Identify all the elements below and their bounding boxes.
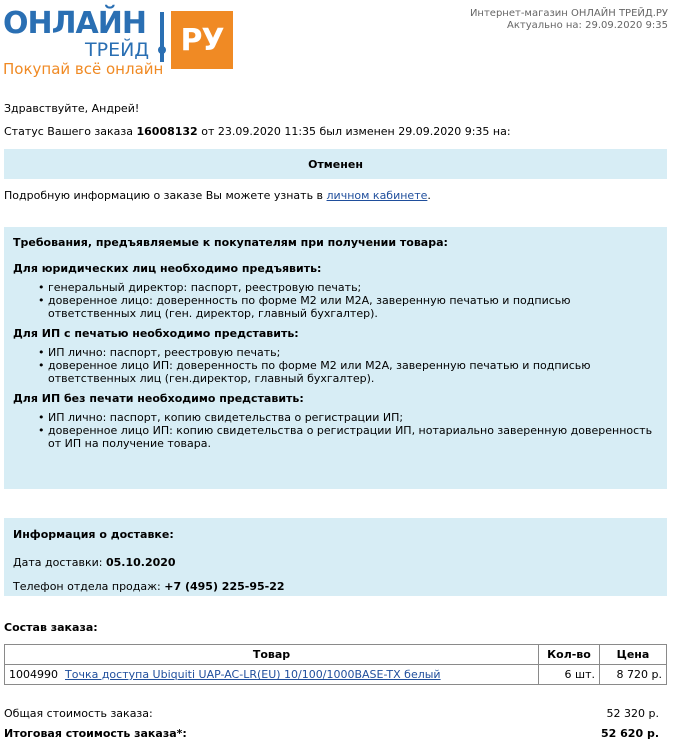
order-number: 16008132 [136,125,198,138]
column-header-product: Товар [5,645,539,665]
price-cell: 8 720 р. [600,665,667,685]
logo-slogan: Покупай всё онлайн [3,60,164,78]
requirements-heading: Для юридических лиц необходимо предъявить: [13,262,322,275]
store-name: Интернет-магазин ОНЛАЙН ТРЕЙД.РУ [469,8,668,19]
requirements-list [13,411,658,450]
status-suffix: от 23.09.2020 11:35 был изменен 29.09.2020 9:35 на: [197,125,511,138]
delivery-box [4,518,667,596]
greeting: Здравствуйте, Андрей! [4,102,140,115]
table-row [5,665,667,685]
final-total-label: Итоговая стоимость заказа*: [4,727,187,740]
product-code: 1004990 [9,668,58,681]
logo-box: РУ [171,11,233,69]
requirements-list [13,281,658,320]
requirements-list [13,346,658,385]
column-header-qty: Кол-во [539,645,600,665]
details-suffix: . [427,189,431,202]
sales-phone-label: Телефон отдела продаж: [13,580,165,593]
total-row [4,707,659,721]
delivery-date: 05.10.2020 [106,556,176,569]
details-prefix: Подробную информацию о заказе Вы можете узнать в [4,189,327,202]
account-link[interactable]: личном кабинете [326,189,428,202]
product-cell [5,665,539,685]
requirements-box [4,227,667,489]
qty-cell: 6 шт. [539,665,600,685]
status-line [4,125,511,139]
delivery-date-line [13,556,658,570]
sales-phone-line [13,580,658,594]
requirement-item: • доверенное лицо ИП: копию свидетельства о регистрации ИП, нотариально заверенную доверенность от ИП на получение товара. [48,424,658,450]
store-logo [3,8,233,76]
header-info [470,8,668,32]
details-line [4,189,431,203]
status-badge [4,149,667,179]
logo-main-text: ОНЛАЙН [3,6,146,41]
total-value: 52 320 р. [606,707,659,720]
actual-date: Актуально на: 29.09.2020 9:35 [507,20,668,31]
delivery-date-label: Дата доставки: [13,556,106,569]
column-header-price: Цена [600,645,667,665]
order-title: Состав заказа: [4,621,98,634]
logo-dot [158,46,166,54]
delivery-title: Информация о доставке: [13,528,174,541]
logo-divider [160,12,164,62]
requirements-heading: Для ИП с печатью необходимо представить: [13,327,299,340]
order-table [4,644,667,685]
total-label: Общая стоимость заказа: [4,707,153,720]
requirement-item: • ИП лично: паспорт, копию свидетельства о регистрации ИП; [48,411,658,424]
requirement-item: • ИП лично: паспорт, реестровую печать; [48,346,658,359]
requirement-item: • доверенное лицо ИП: доверенность по форме М2 или М2А, заверенную печатью и подписью ответственных лиц (ген.директор, главный бухгалтер). [48,359,658,385]
table-header-row [5,645,667,665]
requirements-heading: Для ИП без печати необходимо представить: [13,392,304,405]
product-link[interactable]: Точка доступа Ubiquiti UAP-AC-LR(EU) 10/100/1000BASE-TX белый [65,668,441,681]
status-prefix: Статус Вашего заказа [4,125,137,138]
final-total-row [4,727,659,741]
sales-phone: +7 (495) 225-95-22 [164,580,285,593]
status-value: Отменен [308,157,363,171]
final-total-value: 52 620 р. [601,727,659,740]
requirements-title: Требования, предъявляемые к покупателям при получении товара: [13,236,448,249]
requirement-item: • доверенное лицо: доверенность по форме М2 или М2А, заверенную печатью и подписью ответственных лиц (ген. директор, главный бухгалтер). [48,294,658,320]
logo-sub-text: ТРЕЙД [85,39,150,61]
requirement-item: • генеральный директор: паспорт, реестровую печать; [48,281,658,294]
